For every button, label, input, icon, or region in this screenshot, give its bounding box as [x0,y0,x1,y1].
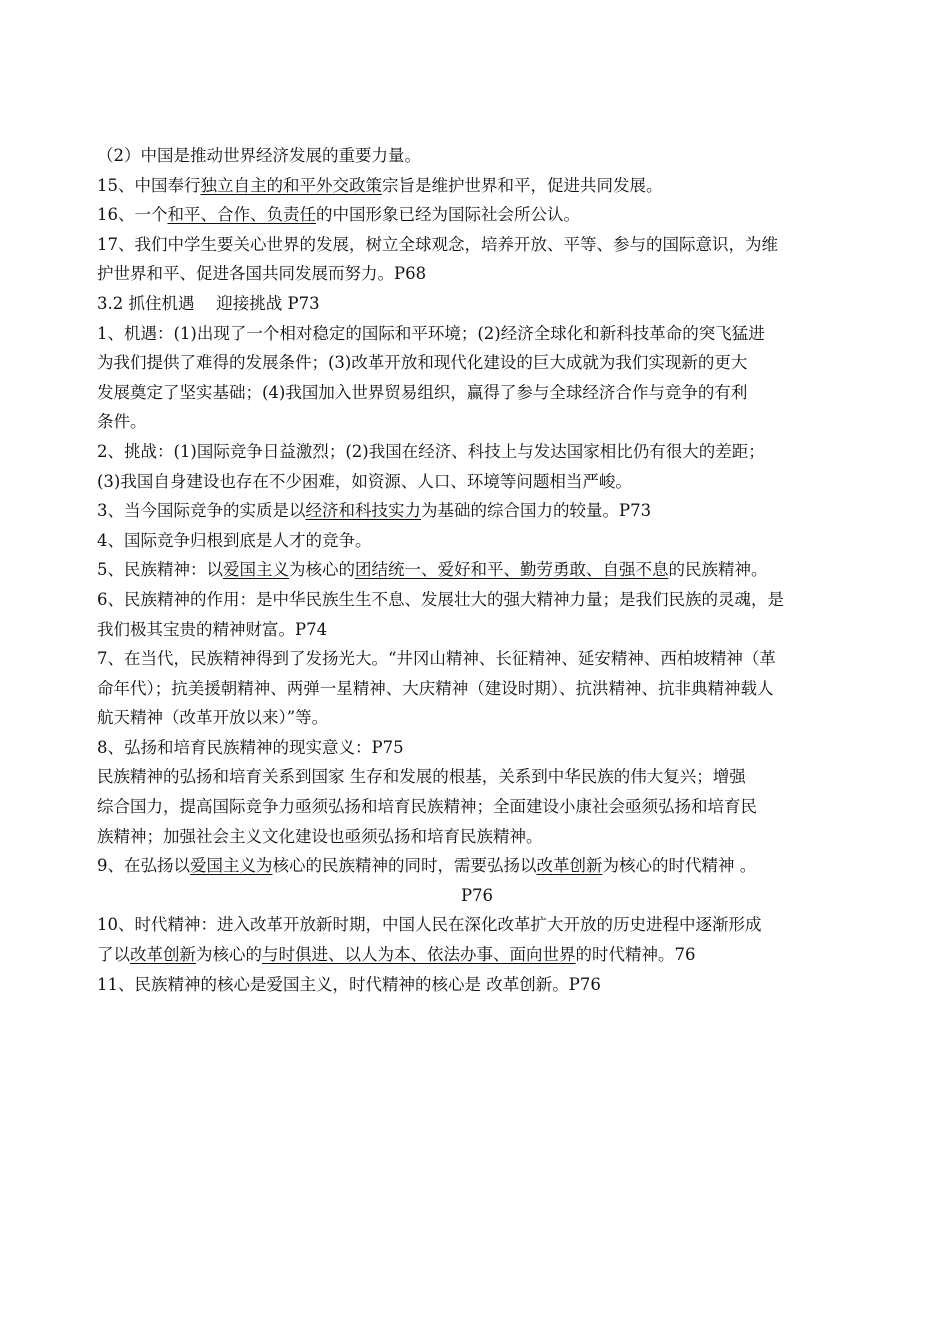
text-segment: 为核心的 [196,945,262,965]
text-segment: 综合国力，提高国际竞争力亟须弘扬和培育民族精神；全面建设小康社会亟须弘扬和培育民 [97,797,757,817]
text-segment: 3.2 抓住机遇 迎接挑战 P73 [97,293,320,313]
text-line [97,259,857,289]
text-segment: 15、中国奉行 [97,175,201,195]
text-segment: 宗旨是维护世界和平，促进共同发展。 [382,175,663,195]
text-segment: 为基础的综合国力的较量。P73 [421,501,652,521]
text-line [97,526,857,556]
text-line [97,910,857,940]
underlined-phrase: 改革创新 [536,856,603,876]
text-segment: 命年代）；抗美援朝精神、两弹一星精神、大庆精神（建设时期）、抗洪精神、抗非典精神载人 [97,678,774,698]
text-segment: 了以 [97,945,130,965]
text-segment: 为核心的时代精神 。 [602,856,757,876]
text-segment: 条件。 [97,412,147,432]
text-line [97,496,857,526]
text-line [97,407,857,437]
text-line [97,970,857,1000]
underlined-phrase: 改革创新 [130,945,196,965]
text-segment: 3、当今国际竞争的实质是以 [97,501,306,521]
text-segment: 核心的民族精神的同时，需要弘扬以 [272,856,537,876]
text-segment: 发展奠定了坚实基础；(4)我国加入世界贸易组织，赢得了参与全球经济合作与竞争的有利 [97,382,748,402]
text-line [97,615,857,645]
underlined-phrase: 爱国主义 [223,560,289,580]
text-line [97,762,857,792]
underlined-phrase: 和平、合作、负责任 [167,205,316,225]
text-segment: 2、挑战：(1)国际竞争日益激烈；(2)我国在经济、科技上与发达国家相比仍有很大的差距； [97,441,765,461]
text-line [97,141,857,171]
text-line [97,319,857,349]
text-line [97,585,857,615]
text-segment: 16、一个 [97,205,168,225]
text-segment: P76 [460,885,494,905]
text-line [97,230,857,260]
text-segment: 为核心的 [289,560,355,580]
text-segment: 6、民族精神的作用：是中华民族生生不息、发展壮大的强大精神力量；是我们民族的灵魂，是 [97,589,784,609]
text-line [97,822,857,852]
text-line [97,940,857,970]
text-segment: 航天精神（改革开放以来）”等。 [97,708,329,728]
text-line [97,378,857,408]
underlined-phrase: 团结统一、爱好和平、勤劳勇敢、自强不息 [355,560,669,580]
text-line [97,733,857,763]
text-segment: 护世界和平、促进各国共同发展而努力。P68 [97,264,427,284]
document-body [97,141,857,999]
underlined-phrase: 独立自主的和平外交政策 [200,175,382,195]
text-line [97,171,857,201]
text-segment: 的时代精神。76 [575,945,696,965]
text-line [97,674,857,704]
text-segment: 族精神；加强社会主义文化建设也亟须弘扬和培育民族精神。 [97,826,543,846]
text-line [97,881,857,911]
text-segment: 的民族精神。 [668,560,768,580]
text-line [97,703,857,733]
text-line [97,437,857,467]
text-line [97,289,857,319]
text-segment: 10、时代精神：进入改革开放新时期，中国人民在深化改革扩大开放的历史进程中逐渐形成 [97,915,762,935]
text-segment: 我们极其宝贵的精神财富。P74 [97,619,328,639]
text-segment: 的中国形象已经为国际社会所公认。 [316,205,580,225]
text-segment: 4、国际竞争归根到底是人才的竞争。 [97,530,372,550]
text-line [97,792,857,822]
text-segment: 5、民族精神：以 [97,560,223,580]
text-segment: 为我们提供了难得的发展条件；(3)改革开放和现代化建设的巨大成就为我们实现新的更大 [97,353,748,373]
underlined-phrase: 经济和科技实力 [305,501,421,521]
text-segment: 11、民族精神的核心是爱国主义，时代精神的核心是 改革创新。P76 [97,974,601,994]
text-segment: 17、我们中学生要关心世界的发展，树立全球观念，培养开放、平等、参与的国际意识，为维 [97,234,778,254]
text-line [97,555,857,585]
text-segment: 7、在当代，民族精神得到了发扬光大。“井冈山精神、长征精神、延安精神、西柏坡精神（革 [97,649,776,669]
underlined-phrase: 与时俱进、以人为本、依法办事、面向世界 [262,945,576,965]
text-segment: 民族精神的弘扬和培育关系到国家 生存和发展的根基，关系到中华民族的伟大复兴；增强 [97,767,746,787]
text-segment: (3)我国自身建设也存在不少困难，如资源、人口、环境等问题相当严峻。 [97,471,632,491]
text-segment: 9、在弘扬以 [97,856,190,876]
text-line [97,348,857,378]
text-segment: 8、弘扬和培育民族精神的现实意义：P75 [97,737,404,757]
text-line [97,467,857,497]
text-segment: （2）中国是推动世界经济发展的重要力量。 [97,146,421,165]
underlined-phrase: 爱国主义为 [190,856,273,876]
text-line [97,200,857,230]
text-line [97,644,857,674]
text-line [97,851,857,881]
text-segment: 1、机遇：(1)出现了一个相对稳定的国际和平环境；(2)经济全球化和新科技革命的突飞猛进 [97,323,765,343]
